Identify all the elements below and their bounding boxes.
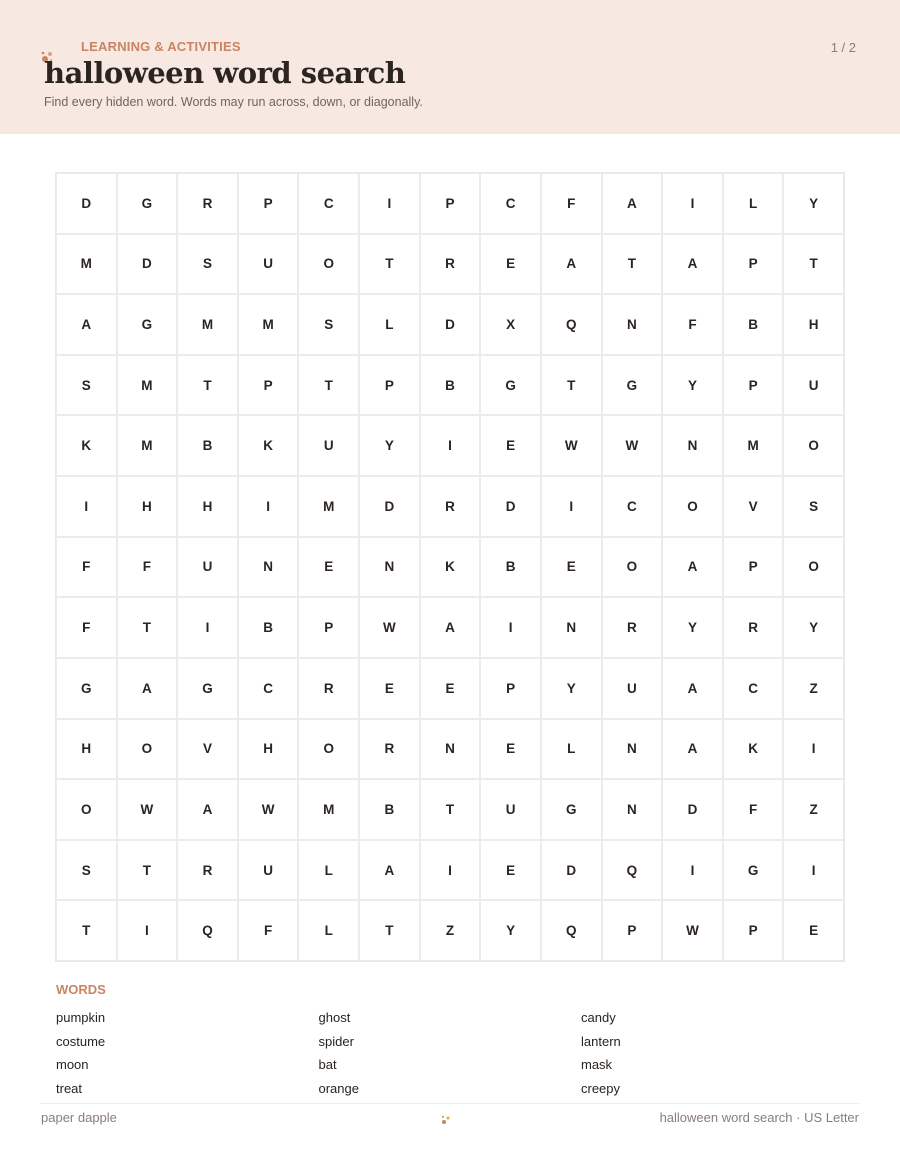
grid-cell[interactable]: M — [298, 779, 359, 840]
grid-cell[interactable]: G — [117, 294, 178, 355]
word-item: candy — [581, 1010, 616, 1025]
grid-cell[interactable]: O — [56, 779, 117, 840]
grid-cell[interactable]: I — [420, 415, 481, 476]
grid-cell[interactable]: L — [298, 840, 359, 901]
grid-cell[interactable]: W — [602, 415, 663, 476]
grid-cell[interactable]: N — [359, 537, 420, 598]
grid-cell[interactable]: R — [359, 719, 420, 780]
grid-cell[interactable]: I — [177, 597, 238, 658]
grid-cell[interactable]: Y — [359, 415, 420, 476]
word-item: orange — [318, 1080, 359, 1096]
word-item: moon — [56, 1057, 89, 1073]
grid-cell[interactable]: B — [480, 537, 541, 598]
grid-cell[interactable]: I — [541, 476, 602, 537]
grid-cell[interactable]: Q — [177, 900, 238, 961]
grid-cell[interactable]: M — [117, 415, 178, 476]
grid-cell[interactable]: S — [56, 840, 117, 901]
grid-cell[interactable]: T — [56, 900, 117, 961]
grid-cell[interactable]: I — [662, 840, 723, 901]
grid-cell[interactable]: I — [662, 173, 723, 234]
grid-cell[interactable]: V — [723, 476, 784, 537]
grid-cell[interactable]: U — [238, 234, 299, 295]
grid-cell[interactable]: T — [602, 234, 663, 295]
grid-cell[interactable]: T — [177, 355, 238, 416]
grid-cell[interactable]: W — [662, 900, 723, 961]
grid-cell[interactable]: N — [602, 719, 663, 780]
word-item: ghost — [318, 1010, 351, 1025]
grid-cell[interactable]: B — [238, 597, 299, 658]
grid-cell[interactable]: T — [783, 234, 844, 295]
grid-cell[interactable]: Y — [783, 173, 844, 234]
grid-cell[interactable]: Q — [541, 900, 602, 961]
grid-cell[interactable]: E — [420, 658, 481, 719]
grid-cell[interactable]: K — [238, 415, 299, 476]
grid-cell[interactable]: S — [298, 294, 359, 355]
footer-doc-info: halloween word search · US Letter — [659, 1110, 859, 1125]
grid-cell[interactable]: I — [56, 476, 117, 537]
grid-cell[interactable]: I — [420, 840, 481, 901]
page-number: 1 / 2 — [830, 40, 856, 55]
grid-cell[interactable]: S — [783, 476, 844, 537]
word-item: bat — [318, 1057, 337, 1073]
grid-cell[interactable]: A — [56, 294, 117, 355]
grid-cell[interactable]: G — [177, 658, 238, 719]
grid-cell[interactable]: Y — [541, 658, 602, 719]
grid-cell[interactable]: A — [420, 597, 481, 658]
grid-cell[interactable]: P — [723, 900, 784, 961]
grid-cell[interactable]: T — [117, 840, 178, 901]
grid-cell[interactable]: T — [298, 355, 359, 416]
grid-cell[interactable]: Z — [420, 900, 481, 961]
page-subtitle: Find every hidden word. Words may run across, down, or diagonally. — [44, 95, 423, 109]
page-header — [0, 0, 900, 134]
grid-cell[interactable]: R — [420, 476, 481, 537]
grid-cell[interactable]: N — [420, 719, 481, 780]
grid-cell[interactable]: I — [117, 900, 178, 961]
grid-cell[interactable]: M — [117, 355, 178, 416]
grid-cell[interactable]: C — [298, 173, 359, 234]
grid-cell[interactable]: T — [359, 234, 420, 295]
grid-cell[interactable]: E — [480, 415, 541, 476]
word-item: pumpkin — [56, 1010, 106, 1025]
grid-cell[interactable]: T — [541, 355, 602, 416]
category-label: LEARNING & ACTIVITIES — [81, 39, 241, 54]
grid-cell[interactable]: G — [723, 840, 784, 901]
grid-cell[interactable]: P — [602, 900, 663, 961]
grid-cell[interactable]: F — [56, 537, 117, 598]
grid-cell[interactable]: G — [117, 173, 178, 234]
grid-cell[interactable]: B — [177, 415, 238, 476]
grid-cell[interactable]: U — [783, 355, 844, 416]
grid-cell[interactable]: I — [783, 840, 844, 901]
grid-cell[interactable]: M — [238, 294, 299, 355]
footer-divider — [40, 1103, 860, 1104]
grid-cell[interactable]: M — [723, 415, 784, 476]
grid-cell[interactable]: P — [480, 658, 541, 719]
grid-cell[interactable]: H — [238, 719, 299, 780]
grid-cell[interactable]: I — [238, 476, 299, 537]
grid-cell[interactable]: D — [662, 779, 723, 840]
grid-cell[interactable]: A — [541, 234, 602, 295]
grid-cell[interactable]: D — [480, 476, 541, 537]
grid-cell[interactable]: P — [723, 234, 784, 295]
grid-cell[interactable]: S — [177, 234, 238, 295]
grid-cell[interactable]: L — [723, 173, 784, 234]
grid-cell[interactable]: U — [298, 415, 359, 476]
grid-cell[interactable]: I — [359, 173, 420, 234]
grid-cell[interactable]: T — [117, 597, 178, 658]
word-item: costume — [56, 1033, 106, 1049]
grid-cell[interactable]: E — [480, 840, 541, 901]
grid-cell[interactable]: Y — [662, 597, 723, 658]
grid-cell[interactable]: R — [723, 597, 784, 658]
grid-cell[interactable]: M — [177, 294, 238, 355]
grid-cell[interactable]: P — [359, 355, 420, 416]
grid-cell[interactable]: C — [480, 173, 541, 234]
grid-cell[interactable]: F — [662, 294, 723, 355]
grid-cell[interactable]: W — [238, 779, 299, 840]
grid-cell[interactable]: E — [359, 658, 420, 719]
grid-cell[interactable]: B — [420, 355, 481, 416]
grid-cell[interactable]: Q — [541, 294, 602, 355]
grid-cell[interactable]: F — [238, 900, 299, 961]
grid-cell[interactable]: K — [420, 537, 481, 598]
grid-cell[interactable]: Y — [783, 597, 844, 658]
grid-cell[interactable]: Z — [783, 779, 844, 840]
grid-cell[interactable]: H — [117, 476, 178, 537]
grid-cell[interactable]: R — [177, 840, 238, 901]
grid-cell[interactable]: U — [602, 658, 663, 719]
grid-cell[interactable]: A — [359, 840, 420, 901]
grid-cell[interactable]: P — [420, 173, 481, 234]
grid-cell[interactable]: K — [56, 415, 117, 476]
grid-cell[interactable]: C — [602, 476, 663, 537]
grid-cell[interactable]: Q — [602, 840, 663, 901]
grid-cell[interactable]: N — [238, 537, 299, 598]
word-item: treat — [56, 1080, 83, 1096]
grid-cell[interactable]: U — [177, 537, 238, 598]
grid-cell[interactable]: B — [723, 294, 784, 355]
grid-cell[interactable]: G — [56, 658, 117, 719]
grid-cell[interactable]: Z — [783, 658, 844, 719]
grid-cell[interactable]: R — [420, 234, 481, 295]
grid-cell[interactable]: A — [662, 719, 723, 780]
grid-cell[interactable]: E — [480, 719, 541, 780]
grid-cell[interactable]: A — [177, 779, 238, 840]
grid-cell[interactable]: D — [56, 173, 117, 234]
grid-cell[interactable]: H — [177, 476, 238, 537]
grid-cell[interactable]: R — [602, 597, 663, 658]
grid-cell[interactable]: A — [662, 658, 723, 719]
grid-cell[interactable]: F — [541, 173, 602, 234]
grid-cell[interactable]: F — [723, 779, 784, 840]
grid-cell[interactable]: G — [602, 355, 663, 416]
grid-cell[interactable]: W — [117, 779, 178, 840]
grid-cell[interactable]: R — [177, 173, 238, 234]
grid-cell[interactable]: P — [238, 355, 299, 416]
grid-cell[interactable]: O — [662, 476, 723, 537]
grid-cell[interactable]: P — [723, 537, 784, 598]
grid-cell[interactable]: L — [541, 719, 602, 780]
grid-cell[interactable]: P — [298, 597, 359, 658]
grid-cell[interactable]: N — [602, 779, 663, 840]
grid-cell[interactable]: O — [602, 537, 663, 598]
grid-cell[interactable]: G — [480, 355, 541, 416]
grid-cell[interactable]: O — [298, 719, 359, 780]
grid-cell[interactable]: T — [359, 900, 420, 961]
grid-cell[interactable]: A — [117, 658, 178, 719]
grid-cell[interactable]: P — [723, 355, 784, 416]
footer-brand: paper dapple — [41, 1110, 117, 1125]
grid-cell[interactable]: R — [298, 658, 359, 719]
grid-cell[interactable]: V — [177, 719, 238, 780]
grid-cell[interactable]: N — [602, 294, 663, 355]
dapple-dots-icon — [440, 1114, 452, 1126]
grid-cell[interactable]: W — [541, 415, 602, 476]
grid-cell[interactable]: H — [56, 719, 117, 780]
grid-cell[interactable]: F — [117, 537, 178, 598]
word-item: creepy — [581, 1080, 621, 1096]
grid-cell[interactable]: N — [662, 415, 723, 476]
grid-cell[interactable]: S — [56, 355, 117, 416]
grid-cell[interactable]: I — [783, 719, 844, 780]
grid-cell[interactable]: O — [117, 719, 178, 780]
grid-cell[interactable]: U — [238, 840, 299, 901]
grid-cell[interactable]: M — [56, 234, 117, 295]
word-item: spider — [318, 1033, 354, 1049]
grid-cell[interactable]: F — [56, 597, 117, 658]
grid-cell[interactable]: D — [359, 476, 420, 537]
page-title: halloween word search — [44, 56, 406, 90]
grid-cell[interactable]: O — [298, 234, 359, 295]
word-search-grid — [55, 172, 845, 962]
grid-cell[interactable]: E — [480, 234, 541, 295]
word-item: lantern — [581, 1033, 621, 1049]
word-list — [56, 1010, 846, 1104]
grid-cell[interactable]: O — [783, 537, 844, 598]
grid-cell[interactable]: O — [783, 415, 844, 476]
grid-cell[interactable]: C — [238, 658, 299, 719]
grid-cell[interactable]: K — [723, 719, 784, 780]
grid-cell[interactable]: D — [117, 234, 178, 295]
grid-cell[interactable]: T — [420, 779, 481, 840]
grid-cell[interactable]: D — [420, 294, 481, 355]
grid-cell[interactable]: E — [298, 537, 359, 598]
grid-cell[interactable]: M — [298, 476, 359, 537]
grid-cell[interactable]: B — [359, 779, 420, 840]
words-heading: WORDS — [56, 982, 106, 997]
grid-cell[interactable]: E — [541, 537, 602, 598]
grid-cell[interactable]: I — [480, 597, 541, 658]
grid-cell[interactable]: U — [480, 779, 541, 840]
grid-cell[interactable]: L — [359, 294, 420, 355]
word-item: mask — [581, 1057, 613, 1073]
grid-cell[interactable]: N — [541, 597, 602, 658]
grid-cell[interactable]: Y — [662, 355, 723, 416]
grid-cell[interactable]: A — [662, 537, 723, 598]
grid-cell[interactable]: E — [783, 900, 844, 961]
grid-cell[interactable]: A — [602, 173, 663, 234]
grid-cell[interactable]: A — [662, 234, 723, 295]
grid-cell[interactable]: Y — [480, 900, 541, 961]
grid-cell[interactable]: H — [783, 294, 844, 355]
grid-cell[interactable]: G — [541, 779, 602, 840]
grid-cell[interactable]: W — [359, 597, 420, 658]
grid-cell[interactable]: P — [238, 173, 299, 234]
grid-cell[interactable]: C — [723, 658, 784, 719]
grid-cell[interactable]: L — [298, 900, 359, 961]
grid-cell[interactable]: D — [541, 840, 602, 901]
grid-cell[interactable]: X — [480, 294, 541, 355]
